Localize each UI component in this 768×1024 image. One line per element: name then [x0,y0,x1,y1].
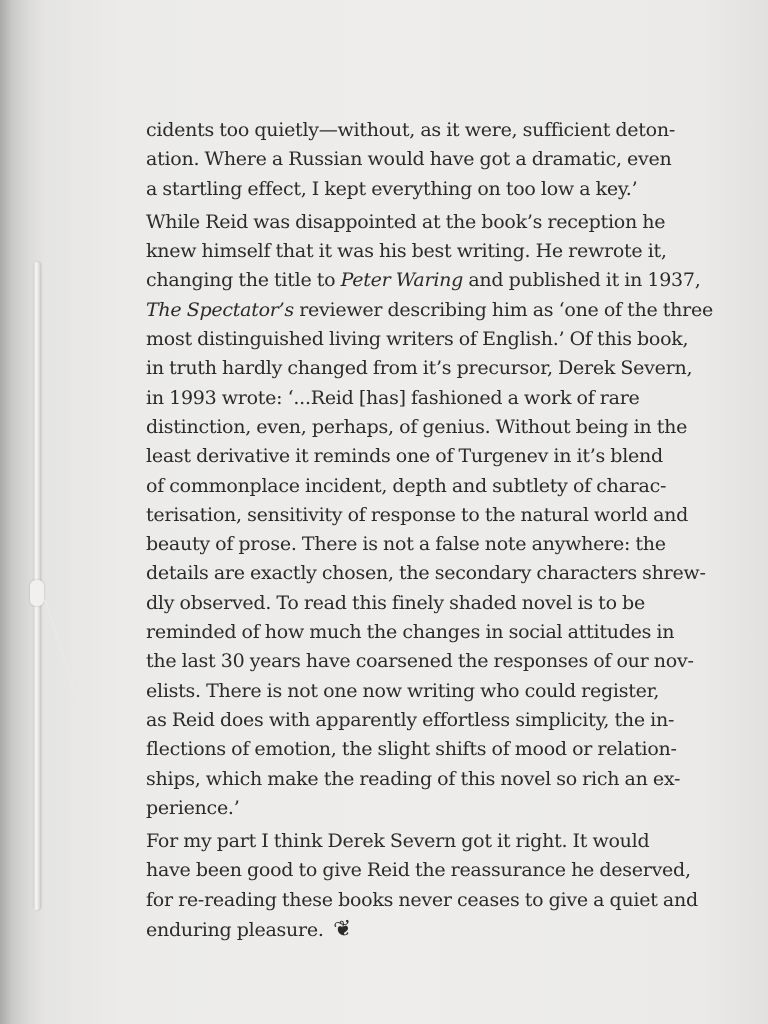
text-line [146,145,670,174]
text-segment: reminded of how much the changes in social attitudes in [146,621,675,644]
text-segment: elists. There is not one now writing who could register, [146,679,660,702]
text-segment: most distinguished living writers of English.’ Of this book, [146,328,689,351]
text-line [146,589,670,618]
text-segment: changing the title to [146,269,341,292]
text-segment: knew himself that it was his best writing. He rewrote it, [146,240,667,263]
text-segment: enduring pleasure. [146,919,324,942]
text-segment: cidents too quietly—without, as it were, sufficient deton- [146,119,676,141]
text-line [146,116,676,145]
text-segment: as Reid does with apparently effortless simplicity, the in- [146,708,675,731]
text-line [146,735,677,764]
text-line [146,296,713,325]
text-line [146,530,670,559]
paragraph [146,116,676,204]
text-line [146,794,670,823]
text-line [146,442,670,471]
text-segment: distinction, even, perhaps, of genius. Without being in the [146,415,688,438]
text-line [146,856,691,885]
binding-thread-tail [44,599,80,704]
text-line [146,618,675,647]
text-line [146,384,670,413]
text-line [146,266,701,295]
binding-knot [30,580,44,606]
text-segment: in truth hardly changed from it’s precursor, Derek Severn, [146,357,693,380]
text-segment: a startling effect, I kept everything on too low a key.’ [146,177,638,200]
text-segment: dly observed. To read this finely shaded novel is to be [146,591,645,614]
text-line [146,325,689,354]
paragraph [146,208,713,823]
text-line [146,677,670,706]
text-segment: perience.’ [146,796,240,819]
text-line [146,175,670,204]
text-line [146,354,693,383]
paragraph [146,827,698,945]
text-segment: While Reid was disappointed at the book’s reception he [146,210,666,233]
book-page-text [146,116,713,945]
text-segment: ation. Where a Russian would have got a dramatic, even [146,148,672,171]
text-segment: the last 30 years have coarsened the responses of our nov- [146,650,694,673]
text-line [146,765,681,794]
text-line [146,915,670,945]
text-segment: terisation, sensitivity of response to the natural world and [146,503,689,526]
text-line [146,827,670,856]
text-segment: beauty of prose. There is not a false note anywhere: the [146,533,666,556]
text-line [146,886,698,915]
text-segment: have been good to give Reid the reassurance he deserved, [146,859,691,882]
text-line [146,706,675,735]
text-line [146,559,706,588]
text-segment: details are exactly chosen, the secondary characters shrew- [146,562,706,585]
text-line [146,413,688,442]
text-segment: reviewer describing him as ‘one of the three [293,298,713,321]
text-line [146,647,694,676]
italic-title: Peter Waring [340,269,464,292]
text-segment: and published it in 1937, [463,269,701,292]
text-segment: for re-reading these books never ceases to give a quiet and [146,888,698,911]
text-segment: flections of emotion, the slight shifts of mood or relation- [146,738,677,761]
text-line [146,501,689,530]
text-line [146,237,670,266]
text-line [146,208,670,237]
text-segment: of commonplace incident, depth and subtlety of charac- [146,474,667,497]
text-line [146,472,670,501]
text-segment: For my part I think Derek Severn got it right. It would [146,830,650,853]
text-segment: in 1993 wrote: ‘...Reid [has] fashioned a work of rare [146,386,640,409]
fleuron-icon: ❦ [331,915,354,944]
italic-title: The Spectator’s [146,298,294,321]
text-segment: least derivative it reminds one of Turgenev in it’s blend [146,445,663,468]
text-segment: ships, which make the reading of this novel so rich an ex- [146,767,681,790]
